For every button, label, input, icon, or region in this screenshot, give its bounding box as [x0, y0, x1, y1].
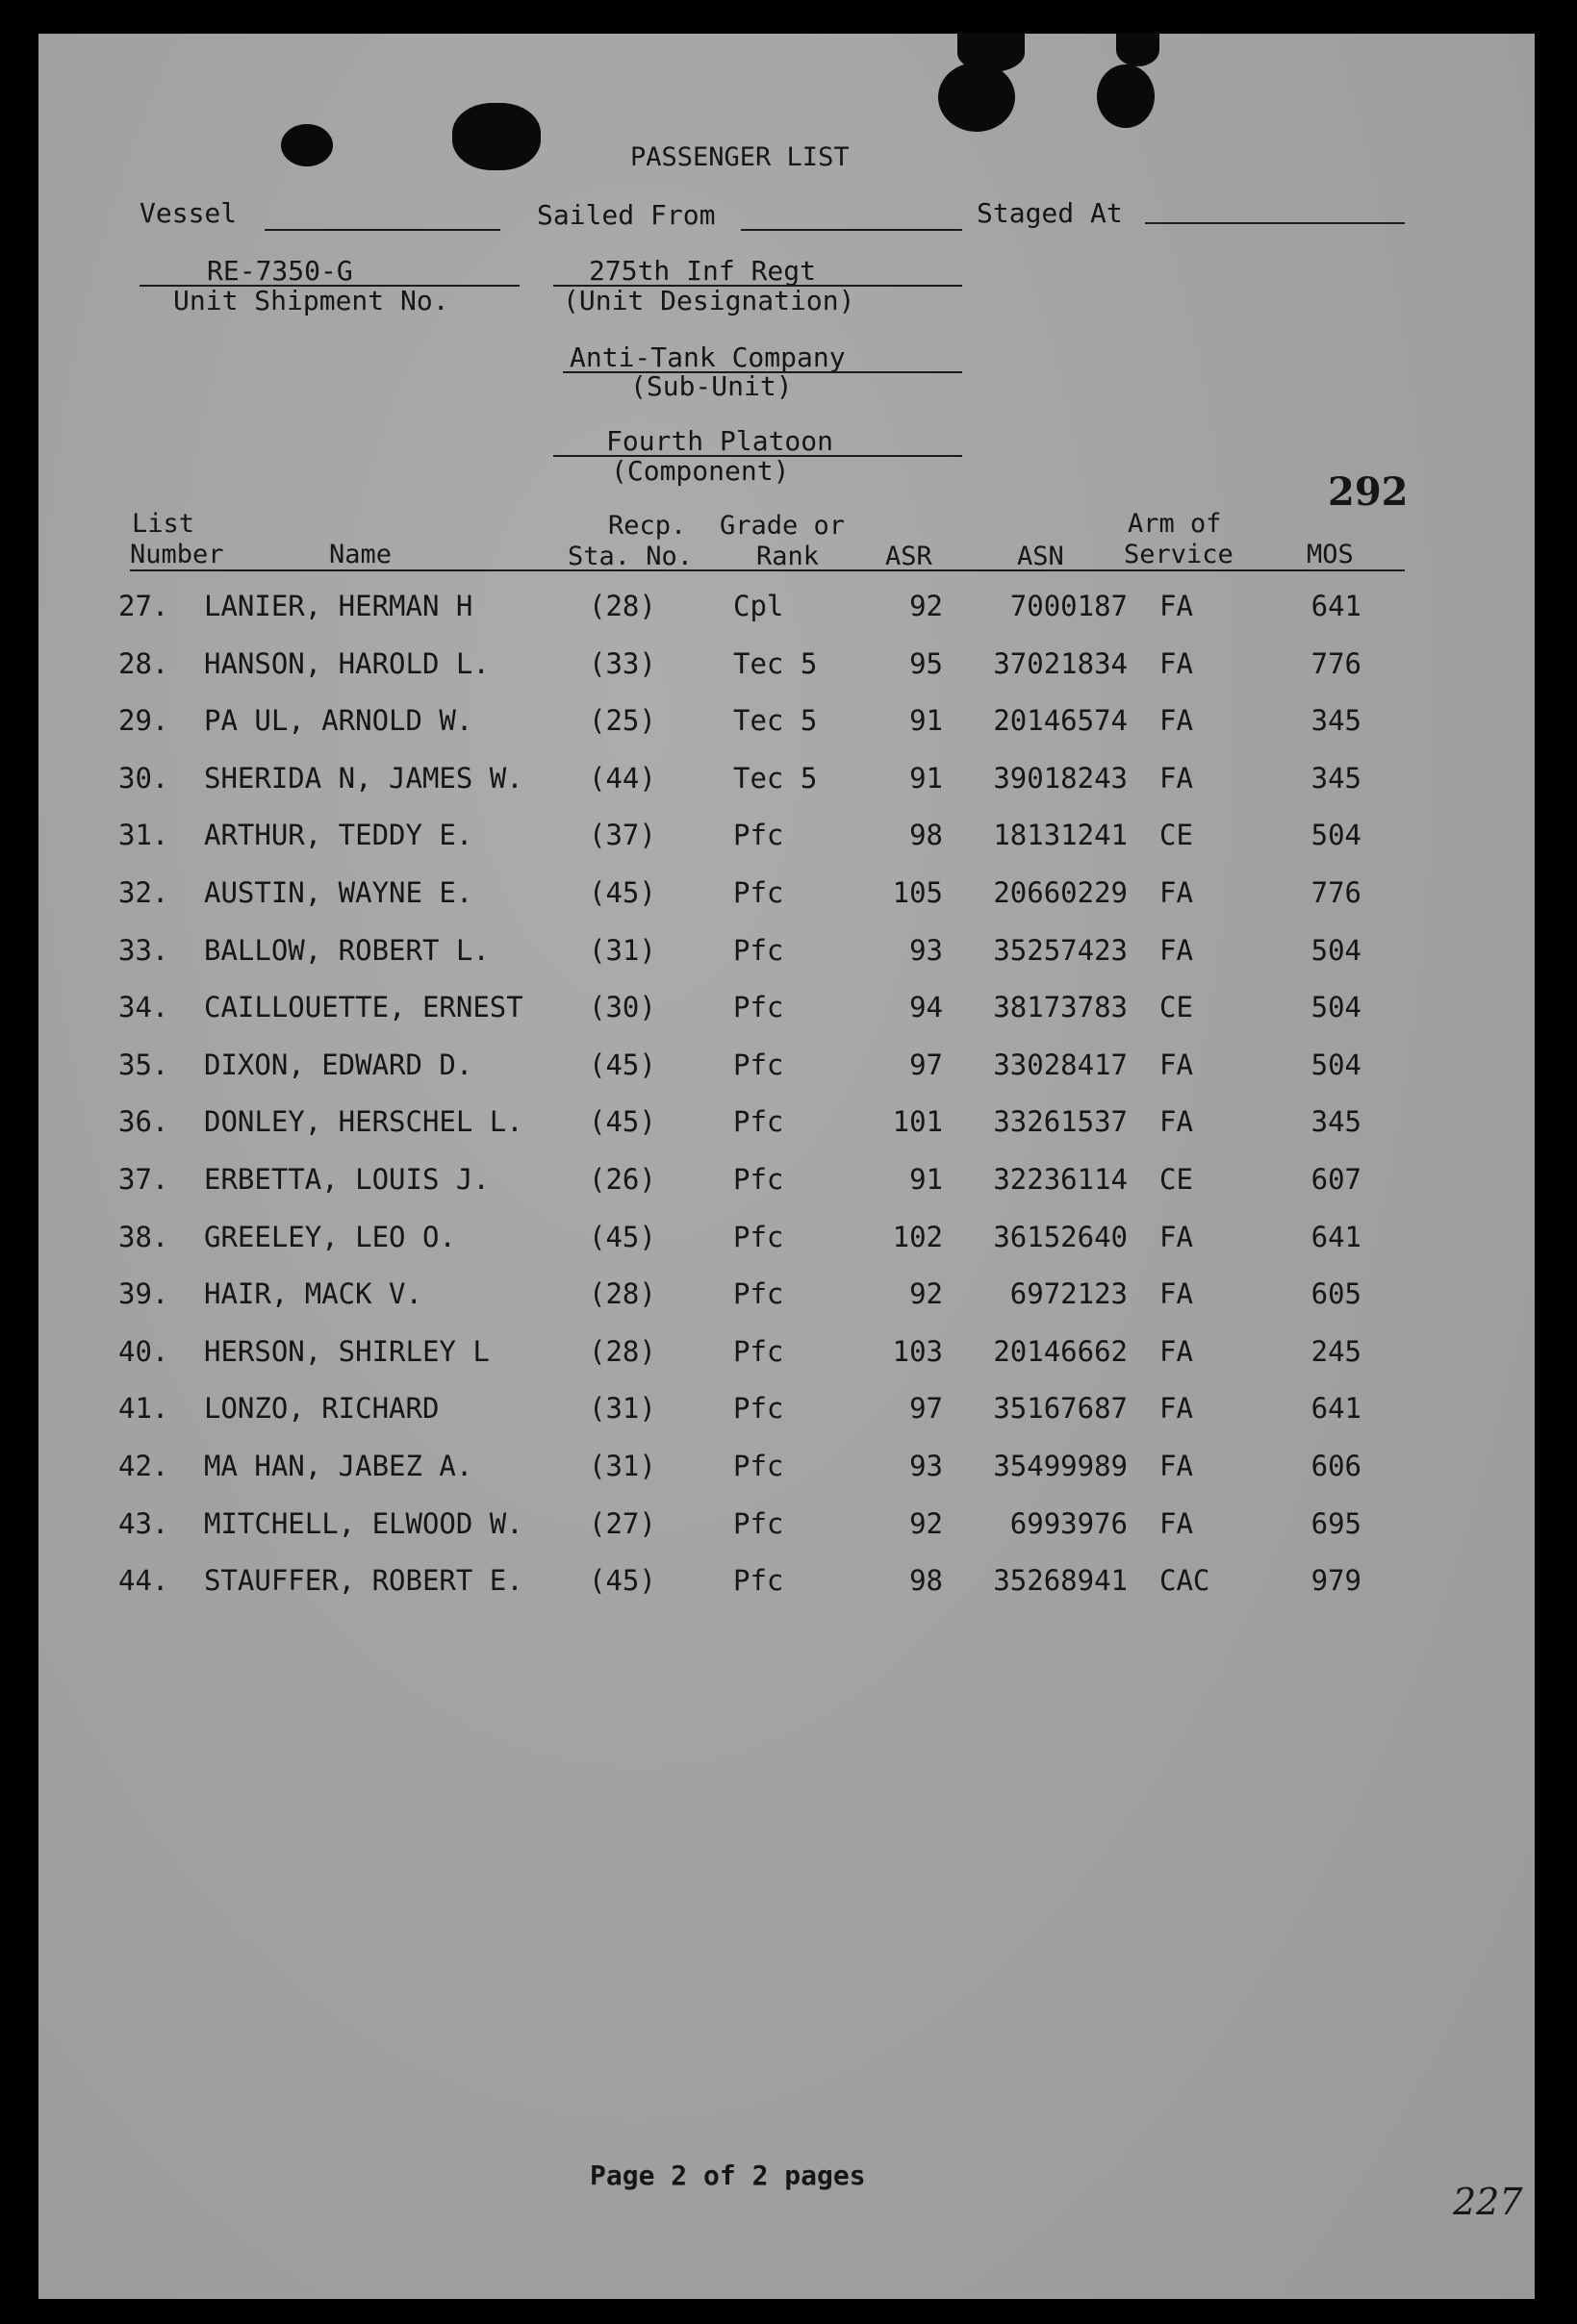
cell-name: HERSON, SHIRLEY L [204, 1335, 490, 1368]
col-header-name: Name [329, 540, 393, 569]
staged-at-underline [1145, 222, 1405, 224]
cell-asn: 20146574 [993, 704, 1128, 737]
cell-asn: 33028417 [993, 1048, 1128, 1081]
cell-name: DIXON, EDWARD D. [204, 1048, 473, 1081]
cell-mos: 504 [1310, 819, 1361, 851]
cell-asn: 38173783 [993, 991, 1128, 1023]
cell-grade: Pfc [733, 1048, 784, 1081]
cell-grade: Pfc [733, 991, 784, 1023]
cell-name: CAILLOUETTE, ERNEST [204, 991, 523, 1023]
cell-recp: (28) [589, 590, 656, 622]
cell-asr: 103 [892, 1335, 943, 1368]
cell-name: DONLEY, HERSCHEL L. [204, 1105, 523, 1138]
cell-asn: 20146662 [993, 1335, 1128, 1368]
sailed-from-underline [741, 229, 962, 231]
cell-recp: (28) [589, 1277, 656, 1310]
cell-grade: Pfc [733, 934, 784, 967]
cell-grade: Pfc [733, 1105, 784, 1138]
cell-name: PA UL, ARNOLD W. [204, 704, 473, 737]
cell-asr: 91 [909, 762, 943, 795]
table-row [0, 646, 1577, 685]
cell-recp: (45) [589, 1564, 656, 1597]
cell-grade: Pfc [733, 1564, 784, 1597]
table-row [0, 1104, 1577, 1143]
cell-num: 40. [118, 1335, 169, 1368]
handwritten-note: 227 [1453, 2181, 1523, 2223]
cell-asr: 94 [909, 991, 943, 1023]
cell-arm: FA [1159, 1048, 1193, 1081]
cell-mos: 245 [1310, 1335, 1361, 1368]
cell-mos: 605 [1310, 1277, 1361, 1310]
cell-arm: FA [1159, 1105, 1193, 1138]
cell-mos: 504 [1310, 934, 1361, 967]
cell-recp: (45) [589, 1221, 656, 1253]
col-header-asr: ASR [885, 542, 932, 571]
col-header-sta-no: Sta. No. [568, 542, 694, 571]
cell-arm: FA [1159, 647, 1193, 680]
cell-mos: 504 [1310, 1048, 1361, 1081]
table-row [0, 818, 1577, 856]
cell-mos: 776 [1310, 647, 1361, 680]
cell-arm: FA [1159, 876, 1193, 909]
cell-grade: Tec 5 [733, 762, 818, 795]
cell-num: 34. [118, 991, 169, 1023]
cell-mos: 504 [1310, 991, 1361, 1023]
cell-asr: 101 [892, 1105, 943, 1138]
cell-arm: FA [1159, 1221, 1193, 1253]
cell-asr: 93 [909, 1450, 943, 1482]
cell-asr: 102 [892, 1221, 943, 1253]
cell-asn: 35167687 [993, 1392, 1128, 1425]
cell-num: 44. [118, 1564, 169, 1597]
cell-arm: FA [1159, 704, 1193, 737]
cell-asr: 105 [892, 876, 943, 909]
col-header-grade: Grade or [720, 511, 846, 541]
cell-asr: 98 [909, 819, 943, 851]
table-row [0, 1276, 1577, 1315]
cell-recp: (45) [589, 1048, 656, 1081]
punch-hole [1097, 64, 1155, 128]
col-header-mos: MOS [1307, 540, 1354, 569]
cell-name: MA HAN, JABEZ A. [204, 1450, 473, 1482]
cell-mos: 345 [1310, 704, 1361, 737]
cell-num: 32. [118, 876, 169, 909]
cell-name: ERBETTA, LOUIS J. [204, 1163, 490, 1196]
cell-arm: FA [1159, 1450, 1193, 1482]
cell-recp: (31) [589, 1450, 656, 1482]
punch-hole [1116, 34, 1159, 66]
cell-recp: (37) [589, 819, 656, 851]
table-row [0, 1162, 1577, 1200]
cell-arm: CE [1159, 1163, 1193, 1196]
cell-recp: (31) [589, 1392, 656, 1425]
cell-recp: (44) [589, 762, 656, 795]
cell-num: 37. [118, 1163, 169, 1196]
cell-recp: (45) [589, 876, 656, 909]
cell-recp: (27) [589, 1507, 656, 1540]
cell-asr: 91 [909, 704, 943, 737]
cell-recp: (26) [589, 1163, 656, 1196]
cell-recp: (28) [589, 1335, 656, 1368]
cell-grade: Tec 5 [733, 647, 818, 680]
table-row [0, 990, 1577, 1028]
table-row [0, 1391, 1577, 1429]
punch-hole [452, 103, 541, 170]
cell-arm: FA [1159, 1277, 1193, 1310]
cell-arm: FA [1159, 934, 1193, 967]
cell-num: 31. [118, 819, 169, 851]
col-header-number: Number [130, 540, 224, 569]
cell-num: 36. [118, 1105, 169, 1138]
unit-shipment-label: Unit Shipment No. [173, 285, 449, 316]
document-title: PASSENGER LIST [630, 142, 850, 172]
table-row [0, 1048, 1577, 1086]
sub-unit-label: (Sub-Unit) [630, 370, 793, 402]
cell-name: STAUFFER, ROBERT E. [204, 1564, 523, 1597]
cell-grade: Pfc [733, 1163, 784, 1196]
cell-asr: 92 [909, 590, 943, 622]
cell-num: 41. [118, 1392, 169, 1425]
table-row [0, 1334, 1577, 1373]
cell-asn: 36152640 [993, 1221, 1128, 1253]
table-row [0, 1563, 1577, 1602]
cell-asr: 92 [909, 1277, 943, 1310]
cell-asr: 91 [909, 1163, 943, 1196]
col-header-list: List [132, 509, 195, 539]
cell-name: BALLOW, ROBERT L. [204, 934, 490, 967]
sub-unit: Anti-Tank Company [570, 341, 846, 373]
table-row [0, 875, 1577, 914]
cell-name: LONZO, RICHARD [204, 1392, 440, 1425]
col-header-rank: Rank [756, 542, 820, 571]
cell-recp: (45) [589, 1105, 656, 1138]
cell-grade: Pfc [733, 1221, 784, 1253]
table-row [0, 1220, 1577, 1258]
col-header-service: Service [1124, 540, 1234, 569]
cell-num: 42. [118, 1450, 169, 1482]
cell-name: LANIER, HERMAN H [204, 590, 473, 622]
cell-arm: CE [1159, 991, 1193, 1023]
cell-num: 27. [118, 590, 169, 622]
cell-grade: Pfc [733, 1335, 784, 1368]
cell-mos: 345 [1310, 1105, 1361, 1138]
page-number-stamp: 292 [1328, 469, 1409, 515]
cell-arm: FA [1159, 762, 1193, 795]
cell-mos: 345 [1310, 762, 1361, 795]
cell-grade: Pfc [733, 1277, 784, 1310]
cell-asn: 32236114 [993, 1163, 1128, 1196]
cell-name: HANSON, HAROLD L. [204, 647, 490, 680]
cell-name: AUSTIN, WAYNE E. [204, 876, 473, 909]
table-row [0, 1506, 1577, 1545]
cell-grade: Pfc [733, 819, 784, 851]
unit-designation: 275th Inf Regt [589, 255, 817, 287]
cell-grade: Pfc [733, 1507, 784, 1540]
cell-mos: 607 [1310, 1163, 1361, 1196]
cell-arm: FA [1159, 1335, 1193, 1368]
vessel-label: Vessel [140, 197, 238, 229]
cell-asn: 6993976 [1009, 1507, 1128, 1540]
cell-mos: 776 [1310, 876, 1361, 909]
cell-mos: 641 [1310, 1221, 1361, 1253]
cell-asn: 35257423 [993, 934, 1128, 967]
cell-asn: 18131241 [993, 819, 1128, 851]
col-header-recp: Recp. [608, 511, 687, 541]
vessel-underline [265, 229, 500, 231]
cell-num: 43. [118, 1507, 169, 1540]
cell-name: HAIR, MACK V. [204, 1277, 422, 1310]
table-row [0, 1449, 1577, 1487]
cell-num: 39. [118, 1277, 169, 1310]
cell-recp: (33) [589, 647, 656, 680]
cell-grade: Cpl [733, 590, 784, 622]
cell-num: 38. [118, 1221, 169, 1253]
cell-arm: FA [1159, 1507, 1193, 1540]
cell-asn: 7000187 [1009, 590, 1128, 622]
cell-asn: 39018243 [993, 762, 1128, 795]
cell-mos: 979 [1310, 1564, 1361, 1597]
cell-mos: 641 [1310, 590, 1361, 622]
cell-num: 33. [118, 934, 169, 967]
cell-asn: 35268941 [993, 1564, 1128, 1597]
table-row [0, 703, 1577, 742]
cell-asn: 20660229 [993, 876, 1128, 909]
cell-asr: 92 [909, 1507, 943, 1540]
cell-mos: 641 [1310, 1392, 1361, 1425]
cell-num: 35. [118, 1048, 169, 1081]
cell-name: SHERIDA N, JAMES W. [204, 762, 523, 795]
cell-asr: 97 [909, 1392, 943, 1425]
unit-designation-label: (Unit Designation) [563, 285, 855, 316]
cell-mos: 606 [1310, 1450, 1361, 1482]
col-header-arm: Arm of [1128, 509, 1222, 539]
cell-arm: FA [1159, 590, 1193, 622]
table-row [0, 761, 1577, 799]
cell-mos: 695 [1310, 1507, 1361, 1540]
table-row [0, 933, 1577, 972]
cell-grade: Pfc [733, 1392, 784, 1425]
cell-asn: 33261537 [993, 1105, 1128, 1138]
cell-grade: Pfc [733, 1450, 784, 1482]
component-label: (Component) [611, 455, 790, 487]
page-count-text: Page 2 of 2 pages [590, 2160, 866, 2191]
component: Fourth Platoon [606, 425, 834, 457]
col-header-asn: ASN [1017, 542, 1064, 571]
cell-recp: (25) [589, 704, 656, 737]
staged-at-label: Staged At [977, 197, 1123, 229]
table-row [0, 589, 1577, 627]
cell-name: GREELEY, LEO O. [204, 1221, 456, 1253]
cell-num: 30. [118, 762, 169, 795]
cell-asr: 98 [909, 1564, 943, 1597]
cell-asr: 95 [909, 647, 943, 680]
cell-name: MITCHELL, ELWOOD W. [204, 1507, 523, 1540]
punch-hole [281, 124, 333, 166]
cell-recp: (30) [589, 991, 656, 1023]
cell-name: ARTHUR, TEDDY E. [204, 819, 473, 851]
cell-num: 28. [118, 647, 169, 680]
cell-asr: 97 [909, 1048, 943, 1081]
punch-hole [938, 63, 1015, 132]
cell-grade: Tec 5 [733, 704, 818, 737]
cell-asn: 6972123 [1009, 1277, 1128, 1310]
cell-asr: 93 [909, 934, 943, 967]
cell-recp: (31) [589, 934, 656, 967]
cell-arm: CAC [1159, 1564, 1210, 1597]
cell-arm: CE [1159, 819, 1193, 851]
header-underline [130, 569, 1405, 571]
unit-shipment-number: RE-7350-G [207, 255, 353, 287]
sailed-from-label: Sailed From [537, 199, 716, 231]
cell-num: 29. [118, 704, 169, 737]
cell-arm: FA [1159, 1392, 1193, 1425]
punch-hole [957, 34, 1025, 72]
cell-grade: Pfc [733, 876, 784, 909]
cell-asn: 35499989 [993, 1450, 1128, 1482]
cell-asn: 37021834 [993, 647, 1128, 680]
